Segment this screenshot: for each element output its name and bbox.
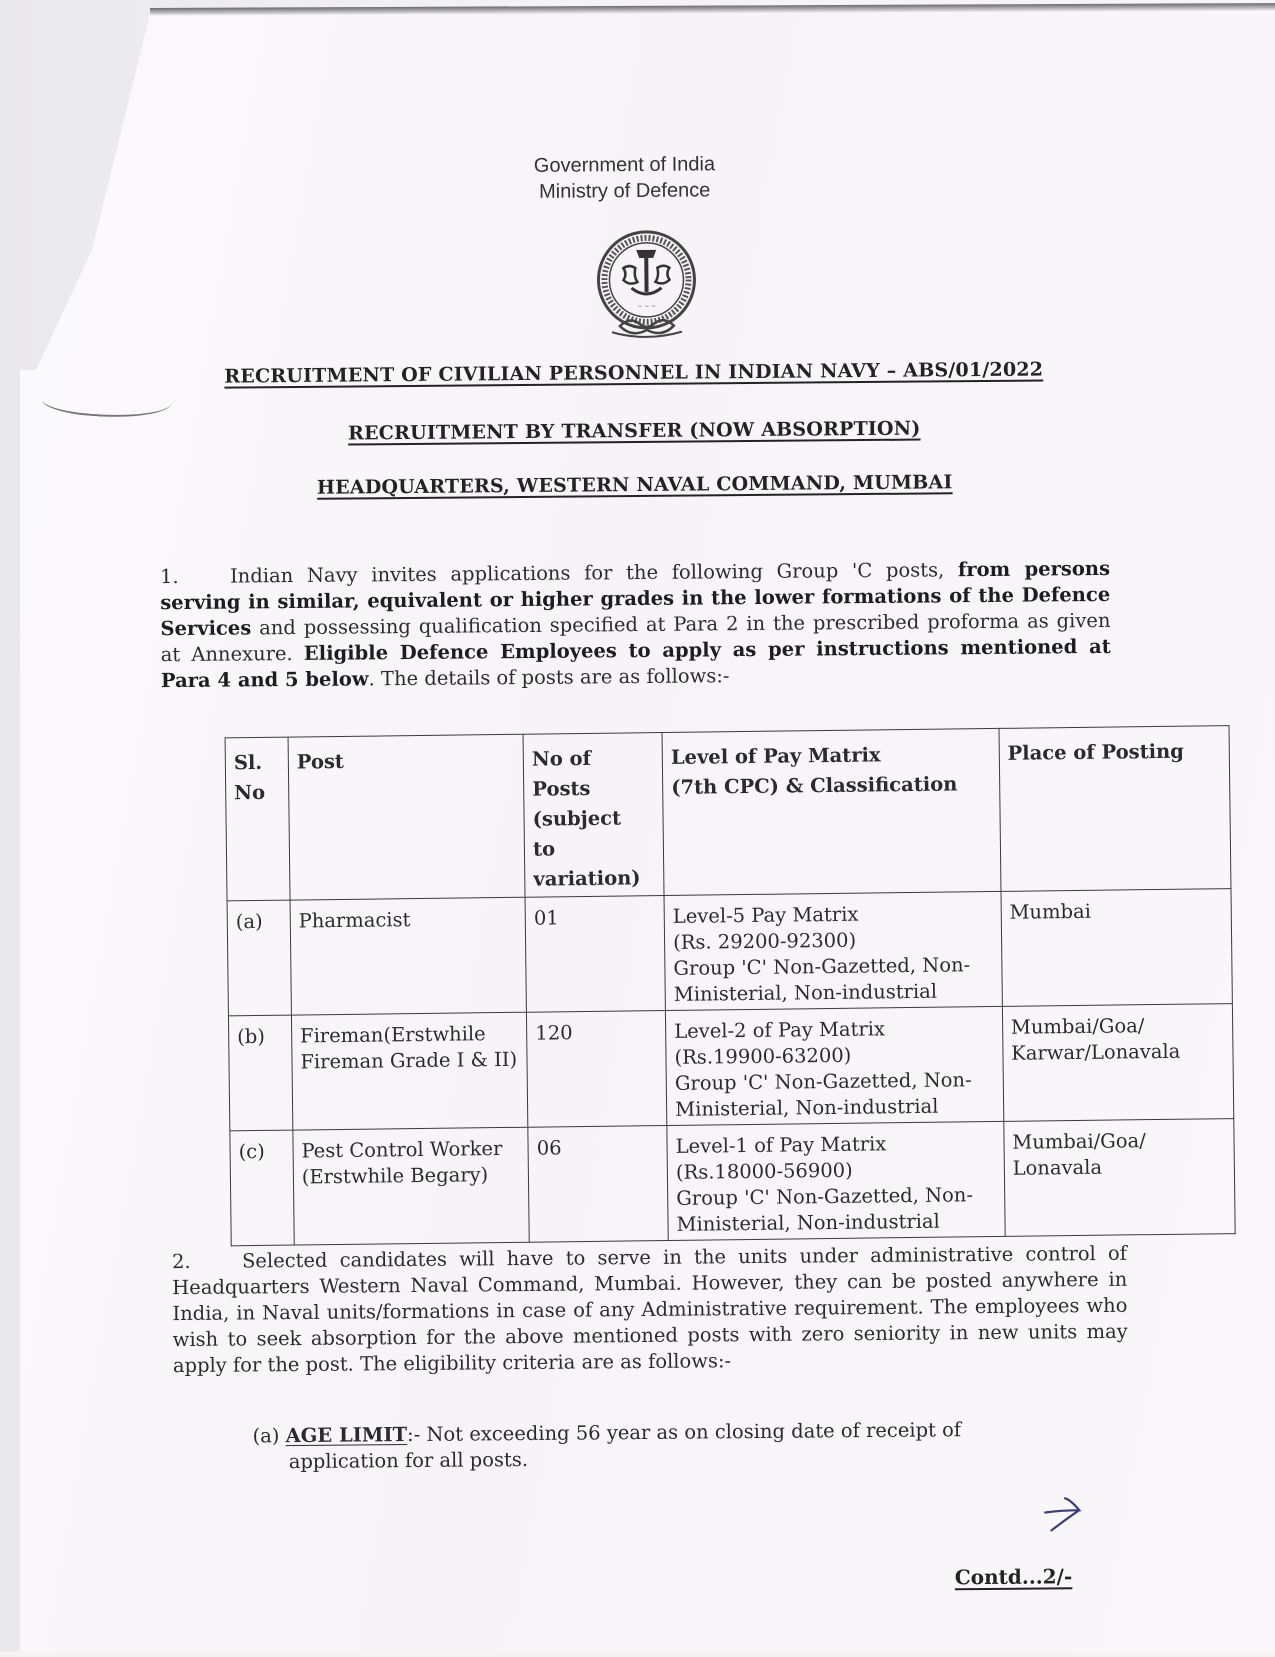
ministry-line: Ministry of Defence [538,179,711,203]
header-text: No of [531,746,592,771]
cell-post: Pharmacist [290,897,527,1015]
header-place-of-posting: Place of Posting [999,726,1231,892]
government-line: Government of India [533,153,716,177]
pay-level: Level-1 of Pay Matrix [675,1132,887,1158]
classification: Ministerial, Non-industrial [676,1209,940,1236]
header-text: (7th CPC) & Classification [671,772,958,799]
header-text: No [234,780,266,805]
cell-posts-count: 06 [528,1126,668,1243]
table-header-row [225,726,1231,901]
table-row [230,1119,1235,1246]
paragraph-number: 1. [159,565,179,589]
issuing-authority [464,151,784,206]
pay-level: Level-2 of Pay Matrix [674,1017,886,1043]
cell-place: Mumbai [1001,889,1233,1007]
cell-posts-count: 01 [525,896,665,1013]
command-heading [0,468,1272,501]
cell-sl: (b) [228,1015,292,1131]
para2-text: Selected candidates will have to serve in the units under administrative control of Headquarters Western Naval Command, Mumbai. However, they can be posted anywhere in India, in Naval units/formations in case of any Administrative requirement. The employees who wish to seek absorption for the above mentioned posts with zero seniority in new units may apply for the post. The eligibility criteria are as follows:- [172,1241,1128,1378]
age-limit-clause [252,1416,1132,1476]
table-row [228,1004,1233,1131]
command-heading-text: HEADQUARTERS, WESTERN NAVAL COMMAND, MUMBAI [316,471,953,499]
para1-text-3: . The details of posts are as follows:- [368,664,730,691]
cell-place: Mumbai/Goa/ Karwar/Lonavala [1002,1004,1234,1122]
cell-sl: (c) [230,1130,294,1246]
pay-range: (Rs.19900-63200) [674,1043,852,1069]
svg-text:~ ~ ~: ~ ~ ~ [637,302,657,311]
clause-marker: (a) [252,1424,280,1448]
classification: Ministerial, Non-industrial [675,1094,939,1121]
age-limit-text-continued: application for all posts. [288,1448,529,1474]
age-limit-text: :- Not exceeding 56 year as on closing date of receipt of [406,1418,962,1447]
cell-pay-matrix [667,1121,1005,1240]
para1-bold-2: Eligible Defence Employees to apply as per instructions mentioned at Para 4 and 5 below [160,634,1111,693]
posts-table [225,725,1236,1246]
pay-range: (Rs.18000-56900) [675,1158,853,1184]
paragraph-number: 2. [171,1249,191,1274]
age-limit-label: AGE LIMIT [285,1423,408,1448]
cell-pay-matrix [664,891,1002,1010]
para1-text-2: and possessing qualification specified at Para 2 in the prescribed proforma as given at Annexure. [160,608,1111,667]
header-pay-matrix [662,728,1001,895]
recruitment-title-text: RECRUITMENT OF CIVILIAN PERSONNEL IN INDIAN NAVY – ABS/01/2022 [224,358,1044,388]
header-text: Sl. [233,750,263,775]
cell-post: Fireman(Erstwhile Fireman Grade I & II) [291,1012,528,1130]
pay-level: Level-5 Pay Matrix [672,902,859,928]
recruitment-type-heading [0,414,1272,447]
cell-pay-matrix [665,1006,1003,1125]
header-post: Post [288,734,525,900]
paragraph-1 [160,556,1111,694]
header-no-of-posts [523,733,664,898]
classification: Group 'C' Non-Gazetted, Non- [676,1183,974,1210]
continued-marker: Contd...2/- [954,1564,1073,1590]
header-sl-no [225,737,290,901]
cell-sl: (a) [227,900,291,1016]
header-text: Posts [532,776,591,801]
paragraph-2 [172,1241,1128,1379]
recruitment-title [0,356,1271,389]
header-text: variation) [533,866,641,891]
initial-tick-icon [1041,1496,1087,1536]
cell-post: Pest Control Worker (Erstwhile Begary) [293,1127,530,1245]
cell-posts-count: 120 [527,1011,667,1128]
header-text: Level of Pay Matrix [670,743,881,769]
header-text: (subject [532,806,622,831]
table-row [227,889,1232,1016]
para1-text-1: Indian Navy invites applications for the following Group 'C posts, [229,558,959,588]
pay-range: (Rs. 29200-92300) [673,928,857,954]
classification: Group 'C' Non-Gazetted, Non- [673,953,971,980]
recruitment-type-text: RECRUITMENT BY TRANSFER (NOW ABSORPTION) [347,417,921,445]
indian-navy-crest-icon [591,227,702,346]
classification: Ministerial, Non-industrial [673,979,938,1006]
cell-place: Mumbai/Goa/ Lonavala [1004,1119,1236,1237]
classification: Group 'C' Non-Gazetted, Non- [674,1068,972,1095]
para1-bold-1: from persons serving in similar, equivalent or higher grades in the lower formations of the Defence Services [160,556,1111,641]
header-text: to [532,837,556,861]
